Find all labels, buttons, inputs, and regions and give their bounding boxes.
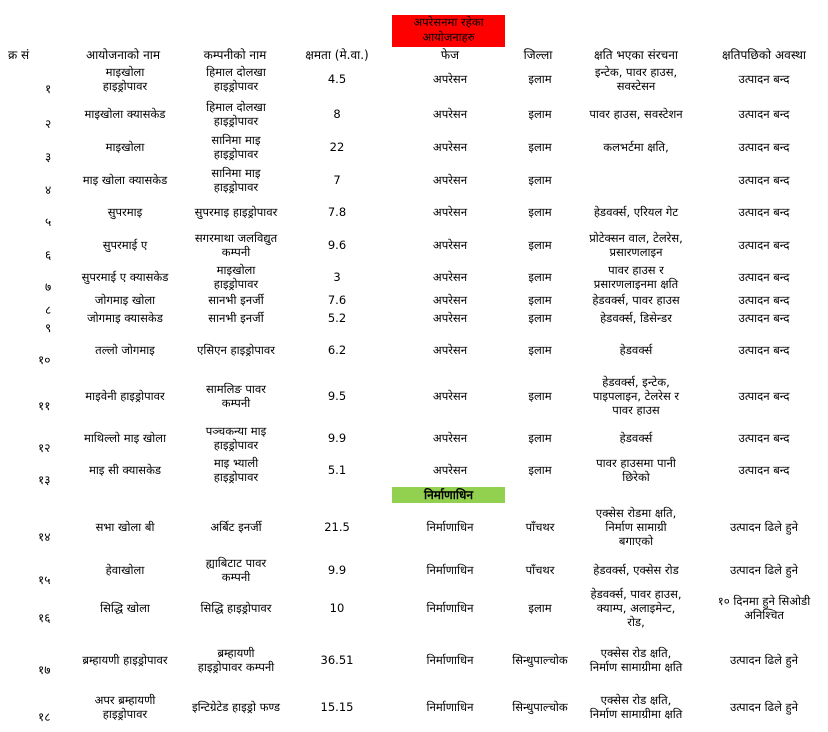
cell-damage: हेडवर्क्स, एक्सेस रोड <box>593 563 679 577</box>
cell-phase: अपरेसन <box>432 311 468 325</box>
cell-company: हाइड्रोपावर कम्पनी <box>197 660 275 674</box>
cell-status: उत्पादन बन्द <box>738 311 790 325</box>
cell-company: सामलिङ पावर <box>206 382 266 396</box>
cell-district: इलाम <box>528 431 552 445</box>
cell-sn: २ <box>45 117 52 131</box>
cell-capacity: 6.2 <box>327 343 347 357</box>
cell-company: हाइड्रोपावर <box>213 277 259 291</box>
cell-sn: १७ <box>38 663 51 677</box>
cell-damage: निर्माण सामाग्रीमा क्षति <box>589 707 683 721</box>
cell-phase: निर्माणाधिन <box>426 563 474 577</box>
cell-company: एसिएन हाइड्रोपावर <box>197 343 275 357</box>
cell-company: हाइड्रोपावर <box>213 438 259 452</box>
cell-sn: ८ <box>45 303 52 317</box>
cell-sn: १६ <box>38 611 51 625</box>
cell-phase: अपरेसन <box>432 140 468 154</box>
section-banner-construction <box>392 487 505 503</box>
cell-capacity: 22 <box>329 140 345 154</box>
cell-sn: १ <box>45 82 52 96</box>
section-banner-construction-text: निर्माणाधिन <box>424 488 473 502</box>
cell-sn: १२ <box>38 441 51 455</box>
cell-district: इलाम <box>528 205 552 219</box>
cell-district: इलाम <box>528 72 552 86</box>
cell-phase: अपरेसन <box>432 205 468 219</box>
cell-status: उत्पादन बन्द <box>738 293 790 307</box>
cell-sn: ३ <box>45 150 52 164</box>
cell-phase: अपरेसन <box>432 431 468 445</box>
cell-damage: निर्माण सामाग्रीमा क्षति <box>589 660 683 674</box>
cell-damage: प्रसारणलाइन <box>609 245 663 259</box>
cell-status: उत्पादन ढिले हुने <box>729 563 799 577</box>
cell-sn: १५ <box>38 573 51 587</box>
cell-damage: बगाएको <box>618 534 654 548</box>
cell-project: सिद्धि खोला <box>100 601 150 615</box>
cell-capacity: 7.8 <box>327 205 347 219</box>
cell-project: ब्रम्हायणी हाइड्रोपावर <box>82 653 168 667</box>
cell-damage: हेडवर्क्स, एरियल गेट <box>593 205 679 219</box>
cell-company: सुपरमाइ हाइड्रोपावर <box>194 205 278 219</box>
cell-sn: ७ <box>45 280 52 294</box>
cell-district: इलाम <box>528 238 552 252</box>
cell-company: माइ भ्याली <box>213 456 259 470</box>
cell-damage: पावर हाउसमा पानी <box>596 456 676 470</box>
cell-company: सिद्धि हाइड्रोपावर <box>200 601 272 615</box>
cell-damage: एक्सेस रोड क्षति, <box>600 693 672 707</box>
cell-company: हाइड्रोपावर <box>213 114 259 128</box>
cell-project: माइ सी क्यासकेड <box>88 463 162 477</box>
cell-district: इलाम <box>528 270 552 284</box>
cell-phase: अपरेसन <box>432 293 468 307</box>
cell-district: सिन्धुपाल्चोक <box>512 653 568 667</box>
cell-status: उत्पादन ढिले हुने <box>729 653 799 667</box>
cell-phase: निर्माणाधिन <box>426 653 474 667</box>
cell-status: उत्पादन ढिले हुने <box>729 520 799 534</box>
cell-damage: सवस्टेसन <box>616 79 656 93</box>
cell-status: १० दिनमा हुने सिओडी <box>717 594 811 608</box>
cell-company: सानभी इनर्जी <box>208 293 264 307</box>
cell-damage: रोड, <box>627 615 645 629</box>
cell-damage: हेडवर्क्स, पावर हाउस, <box>590 587 682 601</box>
cell-project: हेवाखोला <box>105 563 145 577</box>
cell-phase: अपरेसन <box>432 389 468 403</box>
cell-company: कम्पनी <box>221 245 251 259</box>
cell-project: सुपरमाइ <box>107 205 143 219</box>
cell-status: अनिश्चित <box>744 608 784 622</box>
cell-phase: अपरेसन <box>432 238 468 252</box>
cell-company: सगरमाथा जलविद्युत <box>194 231 278 245</box>
cell-district: इलाम <box>528 343 552 357</box>
header-capacity: क्षमता (मे.वा.) <box>305 48 369 62</box>
cell-phase: निर्माणाधिन <box>426 601 474 615</box>
cell-project: सुपरमाई ए क्यासकेड <box>81 270 169 284</box>
cell-capacity: 9.9 <box>327 563 347 577</box>
cell-project: माइखोला <box>105 65 145 79</box>
cell-sn: १३ <box>38 473 51 487</box>
cell-project: तल्लो जोगमाइ <box>95 343 155 357</box>
cell-capacity: 5.1 <box>327 463 347 477</box>
cell-sn: १८ <box>38 710 51 724</box>
cell-project: माथिल्लो माइ खोला <box>83 431 167 445</box>
cell-district: सिन्धुपाल्चोक <box>512 700 568 714</box>
cell-company: कम्पनी <box>221 570 251 584</box>
cell-damage: पावर हाउस, सवस्टेशन <box>589 107 683 121</box>
cell-damage: हेडवर्क्स <box>619 343 653 357</box>
cell-capacity: 15.15 <box>320 700 354 714</box>
cell-company: इन्टिग्रेटेड हाइड्रो फण्ड <box>191 700 281 714</box>
cell-damage: हेडवर्क्स <box>619 431 653 445</box>
cell-sn: १० <box>38 353 51 367</box>
cell-capacity: 5.2 <box>327 311 347 325</box>
cell-company: ह्याबिटाट पावर <box>205 556 267 570</box>
cell-capacity: 4.5 <box>327 72 347 86</box>
cell-capacity: 9.6 <box>327 238 347 252</box>
cell-phase: निर्माणाधिन <box>426 520 474 534</box>
cell-sn: ११ <box>38 399 51 413</box>
cell-capacity: 7.6 <box>327 293 347 307</box>
cell-district: पाँचथर <box>525 563 555 577</box>
cell-status: उत्पादन बन्द <box>738 431 790 445</box>
cell-damage: क्याम्प, अलाइमेन्ट, <box>596 601 676 615</box>
cell-damage: छिरेको <box>622 470 650 484</box>
cell-sn: ६ <box>45 248 52 262</box>
cell-status: उत्पादन बन्द <box>738 238 790 252</box>
cell-damage: निर्माण सामाग्री <box>605 520 667 534</box>
cell-damage: एक्सेस रोड क्षति, <box>600 646 672 660</box>
cell-sn: ९ <box>45 321 52 335</box>
cell-status: उत्पादन बन्द <box>738 343 790 357</box>
cell-project: सुपरमाई ए <box>102 238 148 252</box>
cell-company: पञ्चकन्या माइ <box>205 424 267 438</box>
cell-district: इलाम <box>528 463 552 477</box>
cell-status: उत्पादन बन्द <box>738 389 790 403</box>
cell-capacity: 36.51 <box>320 653 354 667</box>
cell-company: हाइड्रोपावर <box>213 180 259 194</box>
cell-status: उत्पादन बन्द <box>738 205 790 219</box>
cell-status: उत्पादन बन्द <box>738 72 790 86</box>
header-status: क्षतिपछिको अवस्था <box>721 48 807 62</box>
cell-company: हिमाल दोलखा <box>206 100 266 114</box>
cell-damage: कलभर्टमा क्षति, <box>603 140 669 154</box>
cell-district: इलाम <box>528 173 552 187</box>
header-phase: फेज <box>440 48 460 62</box>
cell-damage: पाइपलाइन, टेलरेस र <box>592 389 680 403</box>
cell-capacity: 8 <box>333 107 341 121</box>
cell-phase: निर्माणाधिन <box>426 700 474 714</box>
cell-damage: पावर हाउस <box>612 403 660 417</box>
cell-capacity: 9.5 <box>327 389 347 403</box>
cell-district: इलाम <box>528 140 552 154</box>
section-banner-operation-text: अपरेसनमा रहेका आयोजनाहरु <box>413 15 484 44</box>
cell-project: अपर ब्रम्हायणी <box>94 693 156 707</box>
cell-damage: हेडवर्क्स, इन्टेक, <box>602 375 670 389</box>
cell-company: अर्बिट इनर्जी <box>210 520 262 534</box>
cell-phase: अपरेसन <box>432 270 468 284</box>
cell-sn: १४ <box>38 530 51 544</box>
cell-project: माइ खोला क्यासकेड <box>82 173 168 187</box>
cell-company: माइखोला <box>216 263 256 277</box>
cell-capacity: 7 <box>333 173 341 187</box>
cell-status: उत्पादन बन्द <box>738 107 790 121</box>
header-sn: क्र सं <box>8 48 30 62</box>
cell-company: हाइड्रोपावर <box>213 147 259 161</box>
cell-sn: ५ <box>45 215 52 229</box>
cell-sn: ४ <box>45 183 52 197</box>
cell-project: माइवेनी हाइड्रोपावर <box>85 389 165 403</box>
cell-project: सभा खोला बी <box>95 520 155 534</box>
cell-phase: अपरेसन <box>432 72 468 86</box>
cell-company: ब्रम्हायणी <box>217 646 255 660</box>
cell-company: कम्पनी <box>221 396 251 410</box>
cell-company: सानभी इनर्जी <box>208 311 264 325</box>
header-district: जिल्ला <box>523 48 553 62</box>
cell-damage: इन्टेक, पावर हाउस, <box>594 65 678 79</box>
cell-phase: अपरेसन <box>432 173 468 187</box>
cell-damage: हेडवर्क्स, डिसेन्डर <box>600 311 672 325</box>
cell-damage: एक्सेस रोडमा क्षति, <box>595 506 677 520</box>
cell-status: उत्पादन बन्द <box>738 140 790 154</box>
header-damage: क्षति भएका संरचना <box>594 48 678 62</box>
cell-status: उत्पादन बन्द <box>738 463 790 477</box>
cell-project: जोगमाइ क्यासकेड <box>87 311 163 325</box>
cell-project: जोगमाइ खोला <box>94 293 156 307</box>
cell-district: इलाम <box>528 601 552 615</box>
cell-status: उत्पादन बन्द <box>738 173 790 187</box>
cell-project: माइखोला <box>105 140 145 154</box>
cell-district: पाँचथर <box>525 520 555 534</box>
cell-capacity: 3 <box>333 270 341 284</box>
cell-phase: अपरेसन <box>432 343 468 357</box>
cell-project: हाइड्रोपावर <box>102 707 148 721</box>
cell-project: माइखोला क्यासकेड <box>84 107 166 121</box>
cell-district: इलाम <box>528 311 552 325</box>
header-project: आयोजनाको नाम <box>85 48 161 62</box>
cell-damage: प्रोटेक्सन वाल, टेलरेस, <box>589 231 683 245</box>
cell-capacity: 21.5 <box>324 520 350 534</box>
cell-company: सानिमा माइ <box>211 133 261 147</box>
cell-damage: हेडवर्क्स, पावर हाउस <box>592 293 680 307</box>
cell-capacity: 10 <box>329 601 345 615</box>
cell-company: हाइड्रोपावर <box>213 79 259 93</box>
cell-company: सानिमा माइ <box>211 166 261 180</box>
cell-damage: प्रसारणलाइनमा क्षति <box>593 277 679 291</box>
cell-phase: अपरेसन <box>432 463 468 477</box>
cell-district: इलाम <box>528 107 552 121</box>
cell-status: उत्पादन बन्द <box>738 270 790 284</box>
cell-district: इलाम <box>528 389 552 403</box>
cell-company: हाइड्रोपावर <box>213 470 259 484</box>
cell-status: उत्पादन ढिले हुने <box>729 700 799 714</box>
cell-project: हाइड्रोपावर <box>102 79 148 93</box>
cell-district: इलाम <box>528 293 552 307</box>
cell-capacity: 9.9 <box>327 431 347 445</box>
cell-damage: पावर हाउस र <box>608 263 664 277</box>
section-banner-operation <box>392 15 505 47</box>
cell-phase: अपरेसन <box>432 107 468 121</box>
header-company: कम्पनीको नाम <box>203 48 267 62</box>
cell-company: हिमाल दोलखा <box>206 65 266 79</box>
